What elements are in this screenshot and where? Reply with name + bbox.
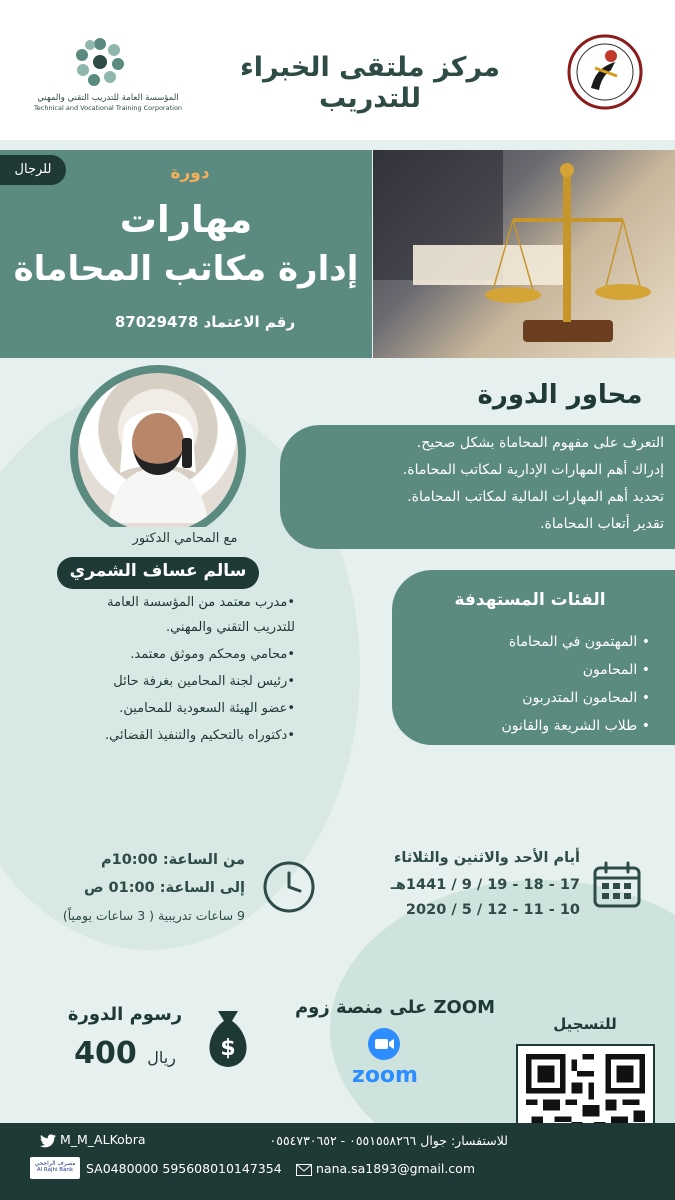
course-title-line2: إدارة مكاتب المحاماة (13, 249, 359, 289)
bio-item: للتدريب التقني والمهني. (165, 620, 295, 635)
target-item: • طلاب الشريعة والقانون (501, 718, 650, 734)
outline-title: محاور الدورة (477, 380, 643, 410)
bio-item: •رئيس لجنة المحامين بغرفة حائل (113, 674, 295, 689)
phone-numbers: للاستفسار: جوال ٠٥٥١٥٥٨٢٦٦ - ٠٥٥٤٧٣٠٦٥٢ (269, 1133, 508, 1148)
twitter-icon (40, 1134, 56, 1148)
clock-icon (262, 860, 316, 914)
center-logo (565, 32, 645, 112)
email-icon (296, 1164, 312, 1176)
bio-item: •عضو الهيئة السعودية للمحامين. (119, 701, 295, 716)
outline-item: تحديد أهم المهارات المالية لمكاتب المحاماة. (407, 489, 664, 505)
course-label: دورة (170, 163, 210, 183)
training-hours-note: 9 ساعات تدريبية ( 3 ساعات يومياً) (62, 908, 245, 923)
time-from: من الساعة: 10:00م (100, 852, 245, 868)
twitter-handle: M_M_ALKobra (59, 1132, 146, 1147)
audience-badge: للرجال (0, 155, 66, 185)
bank-logo (30, 1157, 80, 1179)
accreditation-number: رقم الاعتماد 87029478 (114, 313, 296, 331)
zoom-logo-text: zoom (352, 1063, 418, 1088)
instructor-portrait (78, 373, 238, 533)
tvtc-logo (70, 32, 130, 92)
money-bag-icon (200, 1003, 256, 1071)
fee-currency: ريال (147, 1048, 176, 1067)
course-title-line1: مهارات (119, 198, 253, 241)
center-title: مركز ملتقى الخبراء للتدريب (239, 52, 501, 114)
target-item: • المحامون المتدربون (522, 690, 650, 706)
target-item: • المحامون (582, 662, 650, 678)
bio-item: •مدرب معتمد من المؤسسة العامة (107, 595, 295, 610)
law-scales-photo (373, 150, 675, 358)
fee-amount: 400 (74, 1036, 137, 1071)
zoom-camera-icon (368, 1028, 400, 1060)
twitter-handle-row[interactable] (40, 1132, 180, 1148)
outline-item: إدراك أهم المهارات الإدارية لمكاتب المحاماة. (402, 462, 664, 478)
calendar-icon (592, 860, 642, 910)
bio-item: •محامي ومحكم وموثق معتمد. (130, 647, 295, 662)
instructor-name: سالم عساف الشمري (69, 561, 247, 581)
platform-title: على منصة زوم ZOOM (294, 997, 496, 1018)
gregorian-dates: 10 - 11 - 12 / 5 / 2020 (405, 902, 580, 918)
instructor-caption: مع المحامي الدكتور (132, 531, 238, 546)
outline-item: تقدير أتعاب المحاماة. (540, 516, 664, 532)
time-to: إلى الساعة: 01:00 ص (83, 880, 245, 896)
bank-name-arabic: مصرف الراجحي (34, 1160, 76, 1167)
bank-name-english: Al Rajhi Bank (36, 1167, 74, 1173)
scales-icon (373, 150, 675, 358)
svg-text:$: $ (220, 1036, 236, 1061)
outline-item: التعرف على مفهوم المحاماة بشكل صحيح. (416, 435, 664, 451)
email-address: nana.sa1893@gmail.com (315, 1161, 475, 1176)
fee-amount-row (50, 1036, 200, 1071)
tvtc-name-arabic: المؤسسة العامة للتدريب التقني والمهني (37, 93, 179, 103)
target-item: • المهتمون في المحاماة (508, 634, 650, 650)
fee-label: رسوم الدورة (67, 1004, 183, 1025)
email-row[interactable] (296, 1161, 496, 1176)
target-groups-title: الفئات المستهدفة (454, 590, 606, 610)
course-days: أيام الأحد والاثنين والثلاثاء (394, 850, 580, 866)
bio-item: •دكتوراه بالتحكيم والتنفيذ القضائي. (105, 728, 295, 743)
iban: SA0480000 595608010147354 (86, 1161, 282, 1176)
register-label: للتسجيل (553, 1015, 617, 1033)
hijri-dates: 17 - 18 - 19 / 9 / 1441هـ (390, 877, 580, 893)
tvtc-name-english: Technical and Vocational Training Corporation (33, 104, 183, 112)
